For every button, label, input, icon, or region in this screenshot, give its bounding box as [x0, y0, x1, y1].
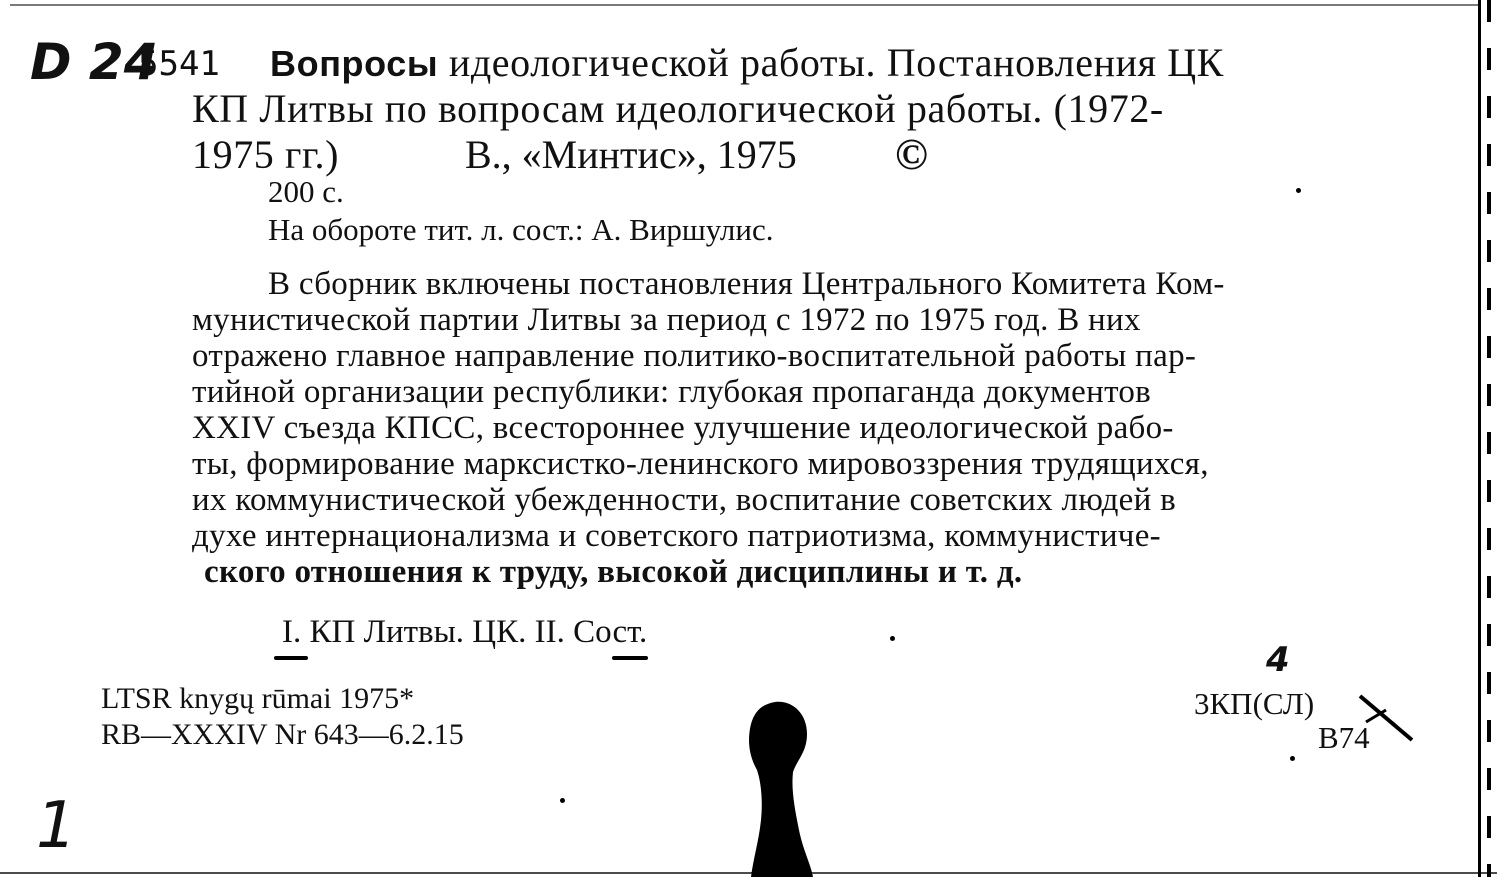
card-perforation	[1487, 0, 1491, 877]
annotation-line: их коммунистической убежденности, воспитание советских людей в	[192, 482, 1177, 518]
ink-blot-icon	[745, 700, 815, 877]
speck	[560, 798, 565, 803]
title-rest: идеологической работы. Постановления ЦК	[438, 40, 1224, 85]
speck	[890, 636, 895, 641]
page-count: 200 с.	[268, 174, 344, 209]
classification-index: 3КП(СЛ)	[1194, 686, 1315, 721]
source-line-1: LTSR knygų rūmai 1975*	[101, 682, 415, 715]
title-lead-word: Вопросы	[270, 43, 439, 84]
speck	[1296, 188, 1301, 193]
handwritten-correction: 4	[1266, 640, 1290, 680]
author-mark: В74	[1318, 720, 1370, 755]
annotation-line: тийной организации республики: глубокая пропаганда документов	[192, 374, 1152, 410]
source-line-2: RB—XXXIV Nr 643—6.2.15	[101, 718, 464, 751]
annotation-line: ты, формирование марксистко-ленинского мировоззрения трудящихся,	[192, 446, 1209, 482]
card-right-edge	[1478, 0, 1481, 877]
underline-mark	[612, 656, 648, 660]
title-line-1	[270, 40, 1224, 87]
added-entries: I. КП Литвы. ЦК. II. Сост.	[282, 614, 648, 650]
annotation-line: духе интернационализма и советского патриотизма, коммунистиче-	[192, 518, 1161, 554]
copyright-sign: ©	[895, 130, 928, 179]
annotation-line: мунистической партии Литвы за период с 1972 по 1975 год. В них	[192, 302, 1141, 338]
publication-info: В., «Минтис», 1975	[465, 132, 797, 177]
speck	[1290, 756, 1295, 761]
underline-mark	[274, 656, 308, 660]
title-line-3: 1975 гг.)	[192, 132, 340, 177]
inventory-number: 5541	[138, 44, 220, 84]
card-top-edge	[10, 4, 1480, 6]
compiler-note: На обороте тит. л. сост.: А. Виршулис.	[268, 212, 774, 247]
annotation-line: В сборник включены постановления Центрального Комитета Ком-	[268, 266, 1225, 302]
annotation-line: ского отношения к труду, высокой дисциплины и т. д.	[204, 554, 1023, 590]
title-line-2: КП Литвы по вопросам идеологической работы. (1972-	[192, 86, 1164, 131]
annotation-line: XXIV съезда КПСС, всестороннее улучшение идеологической рабо-	[192, 410, 1174, 446]
inventory-code: D 24	[30, 33, 159, 91]
annotation-line: отражено главное направление политико-воспитательной работы пар-	[192, 338, 1197, 374]
handwritten-number: 1	[36, 789, 77, 863]
